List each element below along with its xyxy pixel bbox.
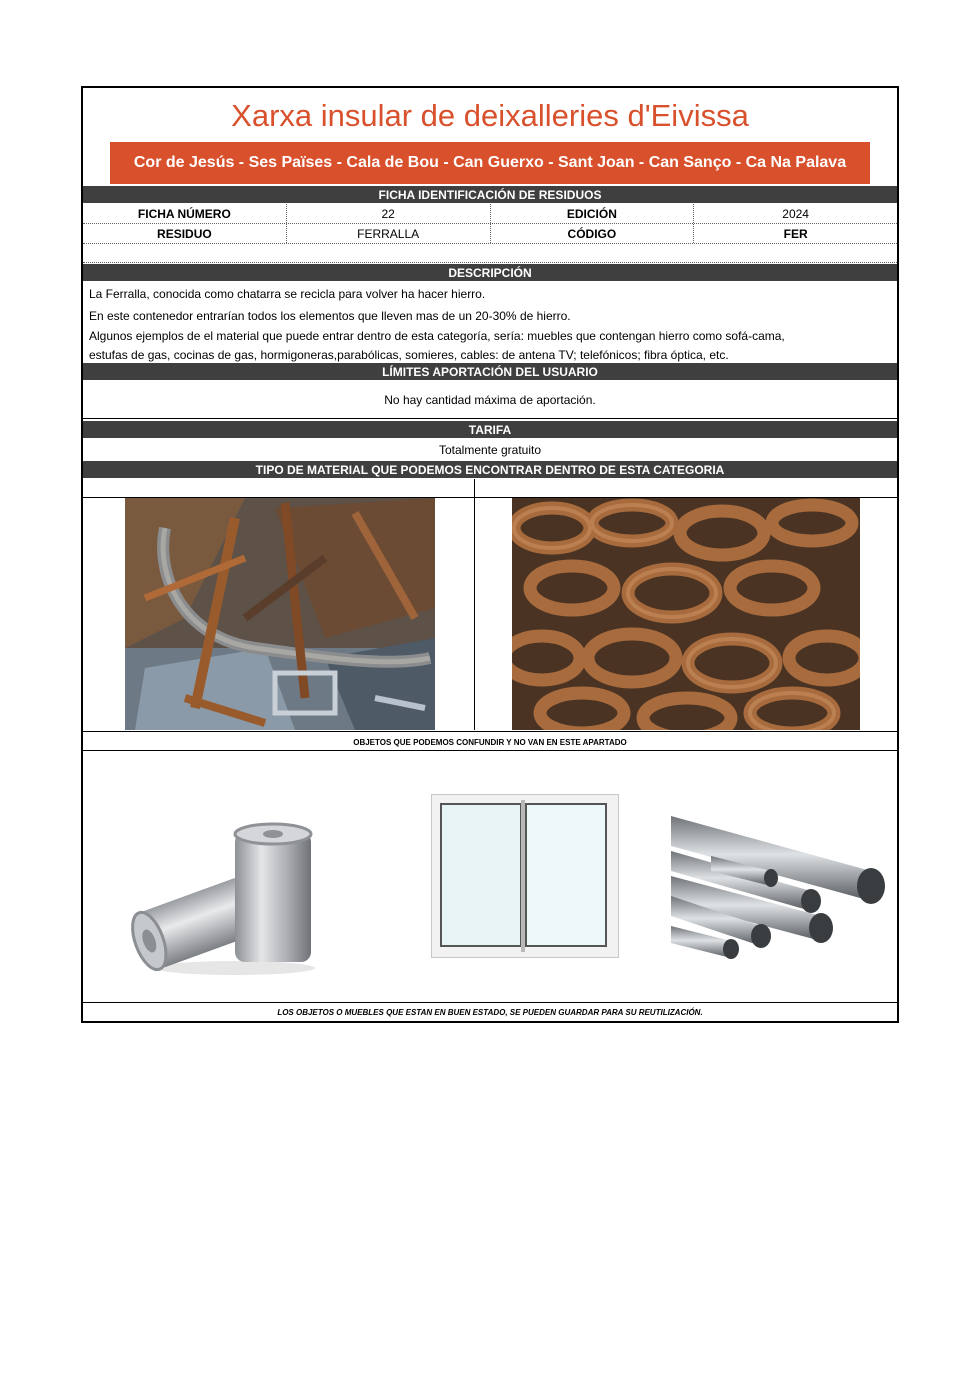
column-divider	[474, 479, 475, 730]
ficha-residuo-label: RESIDUO	[83, 224, 287, 243]
rusty-chains-image	[512, 498, 860, 730]
tipo-material-section-bar: TIPO DE MATERIAL QUE PODEMOS ENCONTRAR DENTRO DE ESTA CATEGORIA	[83, 461, 897, 478]
scrap-metal-illustration	[125, 498, 435, 730]
ficha-numero-value: 22	[287, 204, 491, 223]
ficha-edicion-label: EDICIÓN	[491, 204, 695, 223]
ficha-edicion-value: 2024	[782, 206, 809, 221]
divider	[83, 750, 897, 751]
ficha-codigo-value: FER	[783, 226, 808, 241]
descripcion-line-1: La Ferralla, conocida como chatarra se recicla para volver ha hacer hierro.	[89, 287, 486, 301]
ficha-section-bar: FICHA IDENTIFICACIÓN DE RESIDUOS	[83, 186, 897, 203]
locations-banner: Cor de Jesús - Ses Païses - Cala de Bou - Can Guerxo - Sant Joan - Can Sanço - Ca Na Palava	[110, 142, 870, 184]
limites-text: No hay cantidad máxima de aportación.	[384, 393, 596, 407]
confundir-section-title: OBJETOS QUE PODEMOS CONFUNDIR Y NO VAN EN ESTE APARTADO	[353, 738, 627, 747]
aluminum-cans-illustration	[125, 818, 325, 978]
divider	[83, 1002, 897, 1003]
divider	[83, 731, 897, 732]
aluminum-cans-image	[125, 818, 325, 978]
limites-section-bar: LÍMITES APORTACIÓN DEL USUARIO	[83, 363, 897, 380]
metal-pipes-illustration	[671, 776, 897, 986]
divider	[83, 418, 897, 419]
ficha-row-residuo	[83, 224, 897, 244]
rusty-chains-illustration	[512, 498, 860, 730]
descripcion-line-3: Algunos ejemplos de el material que puede entrar dentro de esta categoría, sería: muebles que contengan hierro como sofá-cama,	[89, 329, 785, 343]
tarifa-text: Totalmente gratuito	[438, 443, 542, 457]
ficha-empty-row	[83, 244, 897, 263]
metal-pipes-image	[671, 776, 897, 986]
ficha-residuo-value: FERRALLA	[287, 224, 491, 243]
descripcion-line-2: En este contenedor entrarían todos los elementos que lleven mas de un 20-30% de hierro.	[89, 309, 571, 323]
window-frame-illustration	[431, 794, 619, 958]
window-frame-image	[431, 794, 619, 958]
descripcion-line-4: estufas de gas, cocinas de gas, hormigoneras,parabólicas, somieres, cables: de antena TV; telefónicos; fibra óptica, etc.	[89, 348, 729, 362]
footer-note: LOS OBJETOS O MUEBLES QUE ESTAN EN BUEN ESTADO, SE PUEDEN GUARDAR PARA SU REUTILIZACIÓN.	[277, 1008, 703, 1017]
waste-sheet	[81, 86, 899, 1023]
tarifa-section-bar: TARIFA	[83, 421, 897, 438]
ficha-numero-label: FICHA NÚMERO	[83, 204, 287, 223]
ficha-row-numero	[83, 204, 897, 224]
scrap-metal-image	[125, 498, 435, 730]
page-title: Xarxa insular de deixalleries d'Eivissa	[231, 98, 749, 133]
descripcion-section-bar: DESCRIPCIÓN	[83, 264, 897, 281]
ficha-codigo-label: CÓDIGO	[491, 224, 695, 243]
